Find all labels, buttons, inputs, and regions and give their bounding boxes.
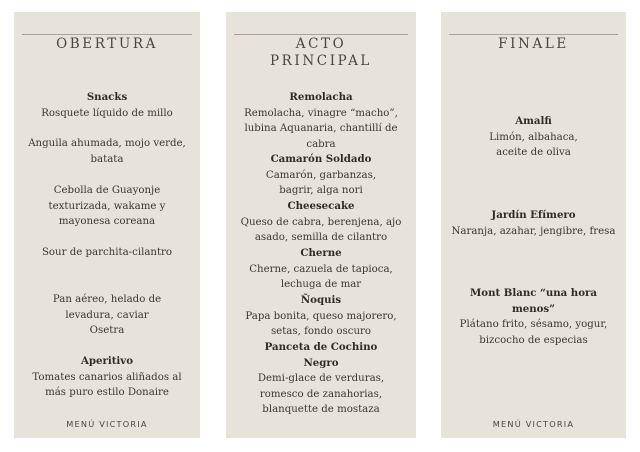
section-title: OBERTURA xyxy=(56,36,158,52)
menu-item xyxy=(14,183,200,230)
section-title xyxy=(226,36,416,70)
menu-footer: MENÚ VICTORIA xyxy=(492,419,575,429)
dish-description: Tomates canarios aliñados al más puro estilo Donaire xyxy=(32,371,182,399)
dish-name: Aperitivo xyxy=(80,355,134,367)
dish-name: Snacks xyxy=(86,91,128,103)
top-divider xyxy=(234,34,408,35)
menu-item xyxy=(226,246,416,293)
dish-description: Naranja, azahar, jengibre, fresa xyxy=(451,225,616,237)
menu-item xyxy=(226,199,416,246)
dish-name: Cheesecake xyxy=(287,200,355,212)
dish-description: Pan aéreo, helado de levadura, caviar Osetra xyxy=(52,294,162,337)
dish-name: Camarón Soldado xyxy=(270,153,372,165)
dish-description: Papa bonita, queso majorero, setas, fondo oscuro xyxy=(245,310,397,338)
menu-item xyxy=(226,340,416,418)
dish-description: Rosquete líquido de millo xyxy=(41,107,173,119)
dish-description: Sour de parchita-cilantro xyxy=(41,247,173,258)
menu-footer: MENÚ VICTORIA xyxy=(66,419,148,429)
menu-item xyxy=(14,245,200,261)
dish-name: Remolacha xyxy=(289,91,353,103)
dish-name: Amalfi xyxy=(515,115,552,127)
menu-item xyxy=(14,354,200,401)
menu-item xyxy=(14,136,200,167)
menu-item xyxy=(226,293,416,340)
menu-item xyxy=(441,114,626,161)
section-title: FINALE xyxy=(498,36,569,52)
dish-name: Ñoquis xyxy=(300,294,342,306)
dish-description: Cebolla de Guayonje texturizada, wakame y mayonesa coreana xyxy=(48,185,166,228)
dish-description: Anguila ahumada, mojo verde, batata xyxy=(28,138,186,165)
menu-panel-obertura xyxy=(14,12,200,438)
section-title-line: PRINCIPAL xyxy=(269,53,372,69)
section-title-line: ACTO xyxy=(295,36,347,52)
top-divider xyxy=(449,34,618,35)
top-divider xyxy=(22,34,192,35)
dish-description: Demi-glace de verduras, romesco de zanahorias, blanquette de mostaza xyxy=(257,373,385,416)
dish-name: Mont Blanc “una hora menos” xyxy=(470,287,597,315)
dish-description: Remolacha, vinagre “macho”, lubina Aquanaria, chantillí de cabra xyxy=(244,107,398,150)
dish-description: Queso de cabra, berenjena, ajo asado, semilla de cilantro xyxy=(240,216,402,244)
menu-item xyxy=(14,90,200,121)
dish-description: Plátano frito, sésamo, yogur, bizcocho de especias xyxy=(459,319,608,346)
dish-description: Cherne, cazuela de tapioca, lechuga de mar xyxy=(249,263,393,291)
menu-item xyxy=(14,292,200,339)
dish-name: Jardín Efímero xyxy=(491,209,576,221)
menu-item xyxy=(226,152,416,199)
menu-item xyxy=(441,208,626,239)
menu-item xyxy=(226,90,416,152)
dish-name: Panceta de Cochino Negro xyxy=(264,341,378,369)
dish-description: Camarón, garbanzas, bagrir, alga nori xyxy=(265,169,377,197)
menu-panel-acto-principal xyxy=(226,12,416,438)
dish-description: Limón, albahaca, aceite de oliva xyxy=(489,131,578,159)
menu-item xyxy=(441,286,626,348)
dish-name: Cherne xyxy=(300,247,342,259)
menu-panel-finale xyxy=(441,12,626,438)
